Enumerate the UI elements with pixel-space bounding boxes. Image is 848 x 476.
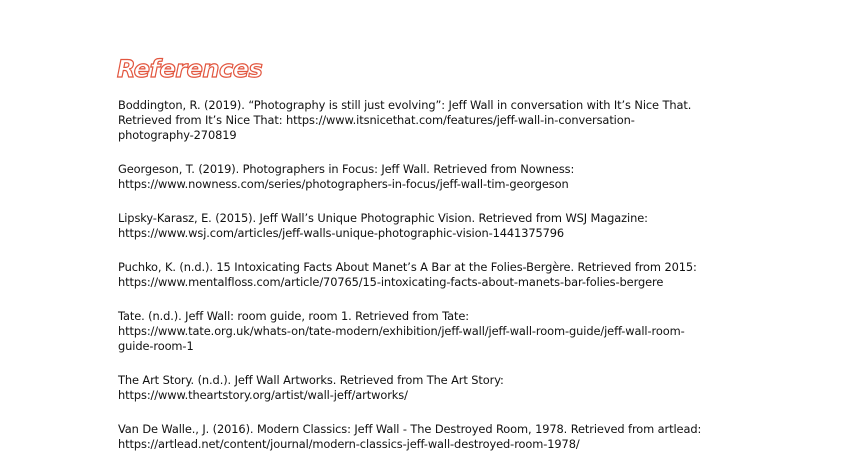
reference-item	[118, 211, 758, 241]
reference-line: https://www.tate.org.uk/whats-on/tate-modern/exhibition/jeff-wall/jeff-wall-room-guide/jeff-wall-room-	[118, 324, 685, 338]
reference-item	[118, 373, 758, 403]
reference-item	[118, 309, 758, 354]
reference-line: The Art Story. (n.d.). Jeff Wall Artworks. Retrieved from The Art Story:	[118, 373, 504, 387]
reference-line: Van De Walle., J. (2016). Modern Classics: Jeff Wall - The Destroyed Room, 1978. Retrieved from artlead:	[118, 422, 702, 436]
reference-item	[118, 422, 758, 452]
reference-line: Tate. (n.d.). Jeff Wall: room guide, room 1. Retrieved from Tate:	[118, 309, 469, 323]
reference-line: https://www.theartstory.org/artist/wall-jeff/artworks/	[118, 388, 408, 402]
reference-line: Georgeson, T. (2019). Photographers in Focus: Jeff Wall. Retrieved from Nowness:	[118, 162, 575, 176]
page-title: References	[117, 55, 263, 83]
reference-item	[118, 162, 758, 192]
reference-line: Lipsky-Karasz, E. (2015). Jeff Wall’s Unique Photographic Vision. Retrieved from WSJ Magazine:	[118, 211, 648, 225]
reference-line: https://www.mentalfloss.com/article/70765/15-intoxicating-facts-about-manets-bar-folies-bergere	[118, 275, 664, 289]
reference-line: https://artlead.net/content/journal/modern-classics-jeff-wall-destroyed-room-1978/	[118, 437, 580, 451]
reference-line: https://www.wsj.com/articles/jeff-walls-unique-photographic-vision-1441375796	[118, 226, 565, 240]
reference-line: photography-270819	[118, 128, 237, 142]
reference-list	[118, 98, 758, 471]
reference-line: guide-room-1	[118, 339, 194, 353]
reference-line: Puchko, K. (n.d.). 15 Intoxicating Facts About Manet’s A Bar at the Folies-Bergère. Retrieved from 2015:	[118, 260, 697, 274]
reference-line: Retrieved from It’s Nice That: https://www.itsnicethat.com/features/jeff-wall-in-conversation-	[118, 113, 635, 127]
reference-item	[118, 98, 758, 143]
reference-line: Boddington, R. (2019). “Photography is still just evolving”: Jeff Wall in conversation with It’s Nice That.	[118, 98, 692, 112]
reference-item	[118, 260, 758, 290]
reference-line: https://www.nowness.com/series/photographers-in-focus/jeff-wall-tim-georgeson	[118, 177, 569, 191]
